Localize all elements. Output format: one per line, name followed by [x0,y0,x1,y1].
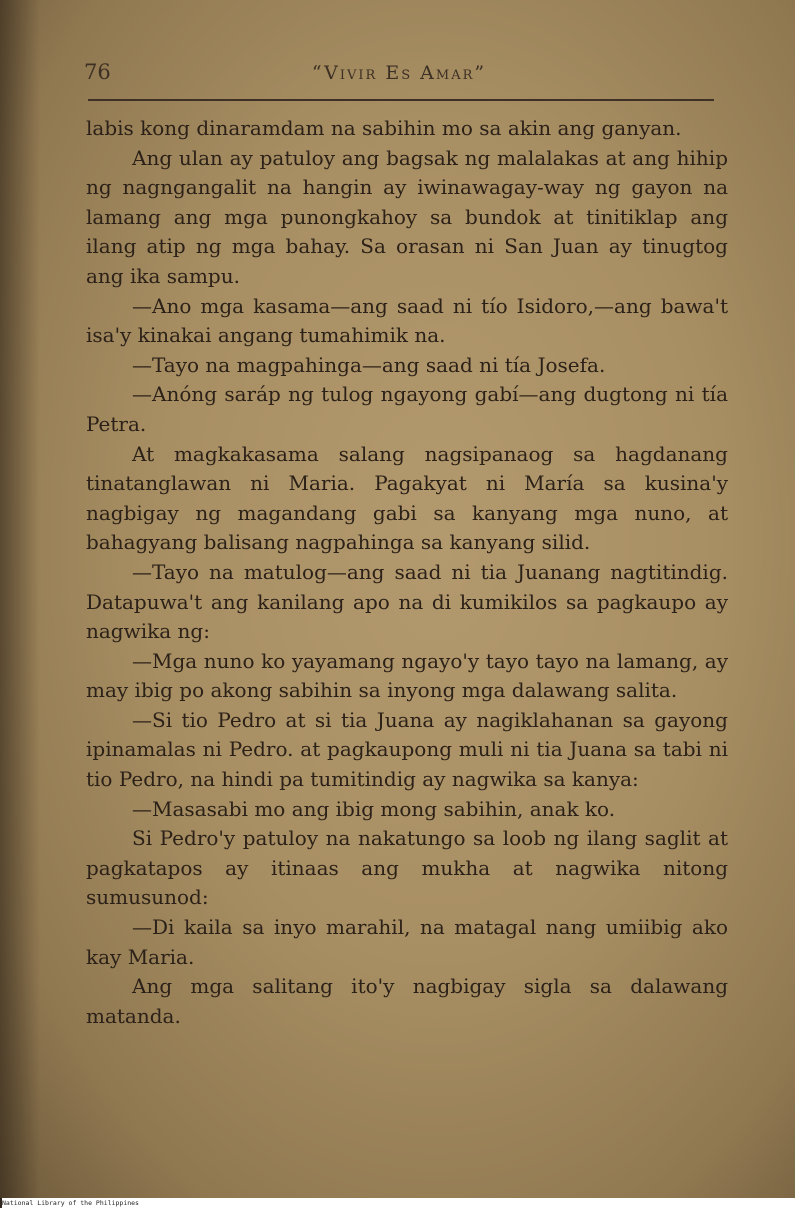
header-rule [88,99,714,101]
paragraph: —Mga nuno ko yayamang ngayo'y tayo tayo na lamang, ay may ibig po akong sabihin sa inyong mga dalawang salita. [86,648,728,703]
page-number: 76 [84,60,111,84]
paragraph: Ang ulan ay patuloy ang bagsak ng malalakas at ang hihip ng nagngangalit na hangin ay iwinawagay-way ng gayon na lamang ang mga punongkahoy sa bundok at tinitiklap ang ilang atip ng mga bahay. Sa orasan ni San Juan ay tinugtog ang ika sampu. [86,145,728,288]
paragraph: Si Pedro'y patuloy na nakatungo sa loob ng ilang saglit at pagkatapos ay itinaas ang mukha at nagwika nitong sumusunod: [86,826,728,910]
paragraph: —Masasabi mo ang ibig mong sabihin, anak ko. [132,796,616,821]
footer-credit: National Library of the Philippines [2,1198,795,1208]
paragraph: —Tayo na matulog—ang saad ni tia Juanang nagtitindig. Datapuwa't ang kanilang apo na di kumikilos sa pagkaupo ay nagwika ng: [86,559,728,644]
paragraph: —Tayo na magpahinga—ang saad ni tía Josefa. [132,352,606,377]
paragraph: Ang mga salitang ito'y nagbigay sigla sa dalawang matanda. [86,974,728,1028]
paragraph: —Anóng saráp ng tulog ngayong gabí—ang dugtong ni tía Petra. [86,382,728,436]
running-head [84,60,714,90]
body-text [86,114,728,1031]
paragraph: labis kong dinaramdam na sabihin mo sa akin ang ganyan. [86,116,682,140]
paragraph: At magkakasama salang nagsipanaog sa hagdanang tinatanglawan ni Maria. Pagakyat ni María sa kusina'y nagbigay ng magandang gabi sa kanyang mga nuno, at bahagyang balisang nagpahinga sa kanyang silid. [86,441,728,555]
paragraph: —Ano mga kasama—ang saad ni tío Isidoro,—ang bawa't isa'y kinakai angang tumahimik na. [86,293,728,348]
paragraph: —Di kaila sa inyo marahil, na matagal nang umiibig ako kay Maria. [86,915,728,969]
paragraph: —Si tio Pedro at si tia Juana ay nagiklahanan sa gayong ipinamalas ni Pedro. at pagkaupong muli ni tia Juana sa tabi ni tio Pedro, na hindi pa tumitindig ay nagwika sa kanya: [86,707,728,792]
running-title: “Vivir Es Amar” [311,62,487,84]
